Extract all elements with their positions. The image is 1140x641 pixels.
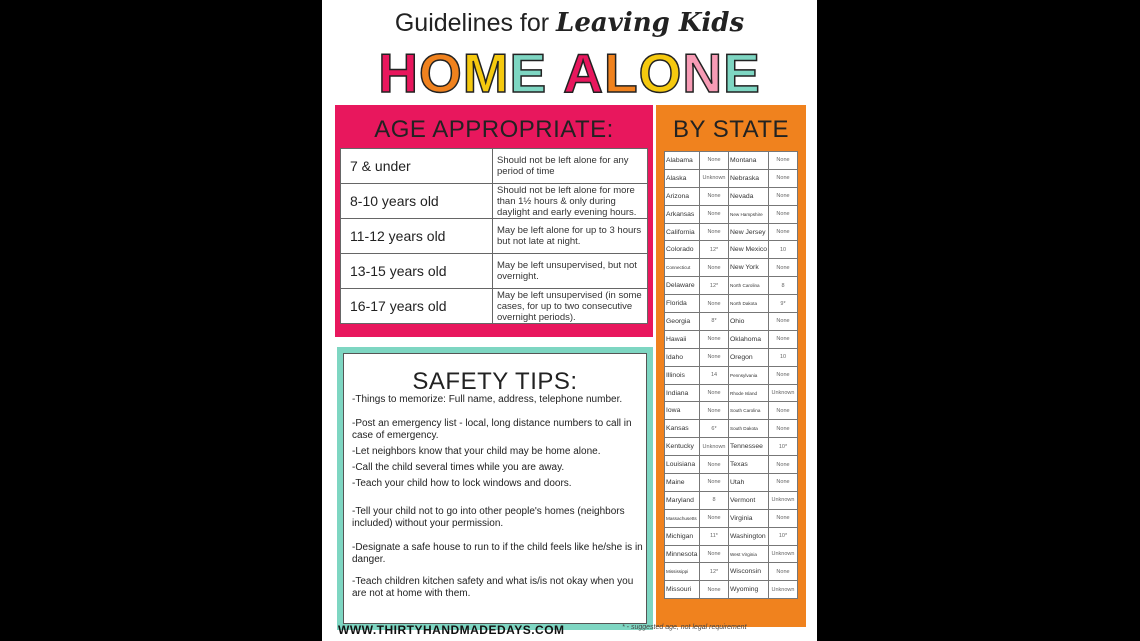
state-min-age: None [769, 187, 798, 205]
safety-tip: -Teach your child how to lock windows and doors. [352, 478, 572, 489]
state-name: Washington [729, 527, 769, 545]
age-guideline: May be left unsupervised (in some cases, for up to two consecutive overnight periods). [493, 289, 648, 324]
safety-tip: -Tell your child not to go into other people's homes (neighbors included) without your permission. [352, 506, 625, 529]
safety-tip: -Call the child several times while you are away. [352, 462, 565, 473]
state-min-age: 10* [769, 438, 798, 456]
state-name: Rhode Island [729, 384, 769, 402]
title-script: Leaving Kids [556, 8, 745, 38]
state-row [665, 402, 798, 420]
age-row [341, 254, 648, 289]
state-min-age: None [700, 223, 729, 241]
title-home-alone [322, 42, 817, 104]
state-row [665, 456, 798, 474]
state-min-age: 12* [700, 241, 729, 259]
title-letter: O [418, 42, 463, 104]
state-name: Colorado [665, 241, 700, 259]
state-min-age: Unknown [700, 438, 729, 456]
state-name: Oregon [729, 348, 769, 366]
age-guideline: Should not be left alone for more than 1½ hours & only during daylight and early evening hours. [493, 184, 648, 219]
by-state-panel [656, 105, 806, 627]
state-name: Illinois [665, 366, 700, 384]
state-name: Texas [729, 456, 769, 474]
state-row [665, 581, 798, 599]
state-name: Nebraska [729, 169, 769, 187]
state-min-age: None [769, 223, 798, 241]
state-min-age: None [700, 545, 729, 563]
state-min-age: None [700, 402, 729, 420]
state-name: Massachusetts [665, 509, 700, 527]
safety-tip: -Designate a safe house to run to if the child feels like he/she is in danger. [352, 542, 643, 565]
state-name: South Dakota [729, 420, 769, 438]
age-range: 11-12 years old [341, 219, 493, 254]
state-name: West Virginia [729, 545, 769, 563]
state-min-age: 10 [769, 241, 798, 259]
state-row [665, 277, 798, 295]
state-row [665, 205, 798, 223]
state-min-age: 9* [769, 295, 798, 313]
title-letter: O [638, 42, 683, 104]
state-min-age: None [700, 581, 729, 599]
state-table [664, 151, 798, 599]
state-name: California [665, 223, 700, 241]
state-name: Alabama [665, 152, 700, 170]
age-row [341, 219, 648, 254]
title-letter: E [509, 42, 548, 104]
state-min-age: None [700, 348, 729, 366]
state-name: Kansas [665, 420, 700, 438]
state-row [665, 313, 798, 331]
state-row [665, 259, 798, 277]
state-min-age: Unknown [769, 384, 798, 402]
state-name: Wisconsin [729, 563, 769, 581]
state-name: New Jersey [729, 223, 769, 241]
state-name: New Mexico [729, 241, 769, 259]
title-letter: N [682, 42, 724, 104]
state-row [665, 420, 798, 438]
state-min-age: 10 [769, 348, 798, 366]
age-range: 13-15 years old [341, 254, 493, 289]
safety-panel-title: SAFETY TIPS: [412, 368, 578, 395]
state-name: Mississippi [665, 563, 700, 581]
state-min-age: 10* [769, 527, 798, 545]
title-letter: M [462, 42, 510, 104]
state-min-age: None [769, 420, 798, 438]
state-min-age: 8 [700, 491, 729, 509]
state-min-age: 8* [700, 313, 729, 331]
state-name: Alaska [665, 169, 700, 187]
state-name: Arkansas [665, 205, 700, 223]
state-min-age: 6* [700, 420, 729, 438]
state-min-age: None [700, 384, 729, 402]
safety-tip: -Things to memorize: Full name, address, telephone number. [352, 394, 623, 405]
safety-tips-panel [337, 347, 653, 630]
state-row [665, 241, 798, 259]
state-name: North Dakota [729, 295, 769, 313]
state-name: Virginia [729, 509, 769, 527]
state-min-age: None [700, 259, 729, 277]
state-name: Montana [729, 152, 769, 170]
state-name: Idaho [665, 348, 700, 366]
state-name: Indiana [665, 384, 700, 402]
state-name: Pennsylvania [729, 366, 769, 384]
state-name: Georgia [665, 313, 700, 331]
state-row [665, 438, 798, 456]
age-appropriate-panel [335, 105, 653, 337]
poster [322, 0, 817, 641]
state-row [665, 223, 798, 241]
title-plain: Guidelines for [394, 9, 550, 37]
state-row [665, 545, 798, 563]
age-guideline: Should not be left alone for any period of time [493, 149, 648, 184]
state-min-age: None [769, 366, 798, 384]
state-name: Louisiana [665, 456, 700, 474]
state-name: Delaware [665, 277, 700, 295]
state-name: Utah [729, 474, 769, 492]
state-name: Florida [665, 295, 700, 313]
age-guideline: May be left alone for up to 3 hours but not late at night. [493, 219, 648, 254]
state-min-age: None [769, 169, 798, 187]
state-row [665, 187, 798, 205]
state-row [665, 491, 798, 509]
state-min-age: None [769, 205, 798, 223]
state-name: Connecticut [665, 259, 700, 277]
state-name: Tennessee [729, 438, 769, 456]
state-min-age: None [769, 456, 798, 474]
safety-tip: -Let neighbors know that your child may be home alone. [352, 446, 601, 457]
safety-tip: -Teach children kitchen safety and what is/is not okay when you are not at home with them. [352, 576, 634, 599]
state-min-age: None [700, 474, 729, 492]
state-row [665, 563, 798, 581]
footer-note: * - suggested age, not legal requirement [622, 624, 747, 631]
state-name: Vermont [729, 491, 769, 509]
state-row [665, 474, 798, 492]
age-row [341, 149, 648, 184]
state-min-age: Unknown [769, 581, 798, 599]
state-min-age: None [700, 205, 729, 223]
age-guideline: May be left unsupervised, but not overnight. [493, 254, 648, 289]
state-min-age: 12* [700, 563, 729, 581]
state-name: Maine [665, 474, 700, 492]
safety-tip: -Post an emergency list - local, long distance numbers to call in case of emergency. [352, 418, 632, 441]
age-range: 7 & under [341, 149, 493, 184]
state-min-age: None [769, 509, 798, 527]
state-min-age: None [700, 456, 729, 474]
state-min-age: None [700, 187, 729, 205]
state-name: New York [729, 259, 769, 277]
age-range: 8-10 years old [341, 184, 493, 219]
state-panel-title: BY STATE [672, 116, 790, 143]
age-row [341, 289, 648, 324]
state-name: Maryland [665, 491, 700, 509]
state-min-age: Unknown [769, 491, 798, 509]
state-min-age: None [769, 563, 798, 581]
state-name: Iowa [665, 402, 700, 420]
state-min-age: None [769, 313, 798, 331]
state-min-age: None [700, 330, 729, 348]
state-name: Kentucky [665, 438, 700, 456]
state-name: Oklahoma [729, 330, 769, 348]
state-row [665, 295, 798, 313]
title-letter: E [723, 42, 761, 104]
state-name: Minnesota [665, 545, 700, 563]
state-min-age: None [769, 152, 798, 170]
state-min-age: Unknown [700, 169, 729, 187]
state-row [665, 509, 798, 527]
state-name: Missouri [665, 581, 700, 599]
title-letter: H [378, 42, 419, 104]
state-row [665, 527, 798, 545]
state-name: South Carolina [729, 402, 769, 420]
state-row [665, 169, 798, 187]
state-row [665, 152, 798, 170]
age-table [340, 148, 648, 324]
state-min-age: 14 [700, 366, 729, 384]
state-name: Michigan [665, 527, 700, 545]
state-name: Hawaii [665, 330, 700, 348]
safety-tips-card [343, 353, 647, 624]
state-min-age: None [769, 402, 798, 420]
footer-url: WWW.THIRTYHANDMADEDAYS.COM [338, 623, 565, 637]
state-name: New Hampshire [729, 205, 769, 223]
state-min-age: None [769, 474, 798, 492]
state-min-age: None [769, 330, 798, 348]
age-range: 16-17 years old [341, 289, 493, 324]
age-panel-title: AGE APPROPRIATE: [374, 116, 614, 143]
state-min-age: 12* [700, 277, 729, 295]
state-row [665, 384, 798, 402]
title-letter: A [563, 42, 604, 104]
state-min-age: None [700, 152, 729, 170]
state-row [665, 366, 798, 384]
state-min-age: 8 [769, 277, 798, 295]
title-guidelines [322, 8, 817, 38]
state-min-age: 11* [700, 527, 729, 545]
state-row [665, 348, 798, 366]
state-name: Arizona [665, 187, 700, 205]
state-min-age: None [769, 259, 798, 277]
state-min-age: None [700, 295, 729, 313]
title-letter: L [603, 42, 639, 104]
state-min-age: Unknown [769, 545, 798, 563]
age-row [341, 184, 648, 219]
state-name: Ohio [729, 313, 769, 331]
state-name: Nevada [729, 187, 769, 205]
state-name: North Carolina [729, 277, 769, 295]
state-min-age: None [700, 509, 729, 527]
state-name: Wyoming [729, 581, 769, 599]
state-row [665, 330, 798, 348]
